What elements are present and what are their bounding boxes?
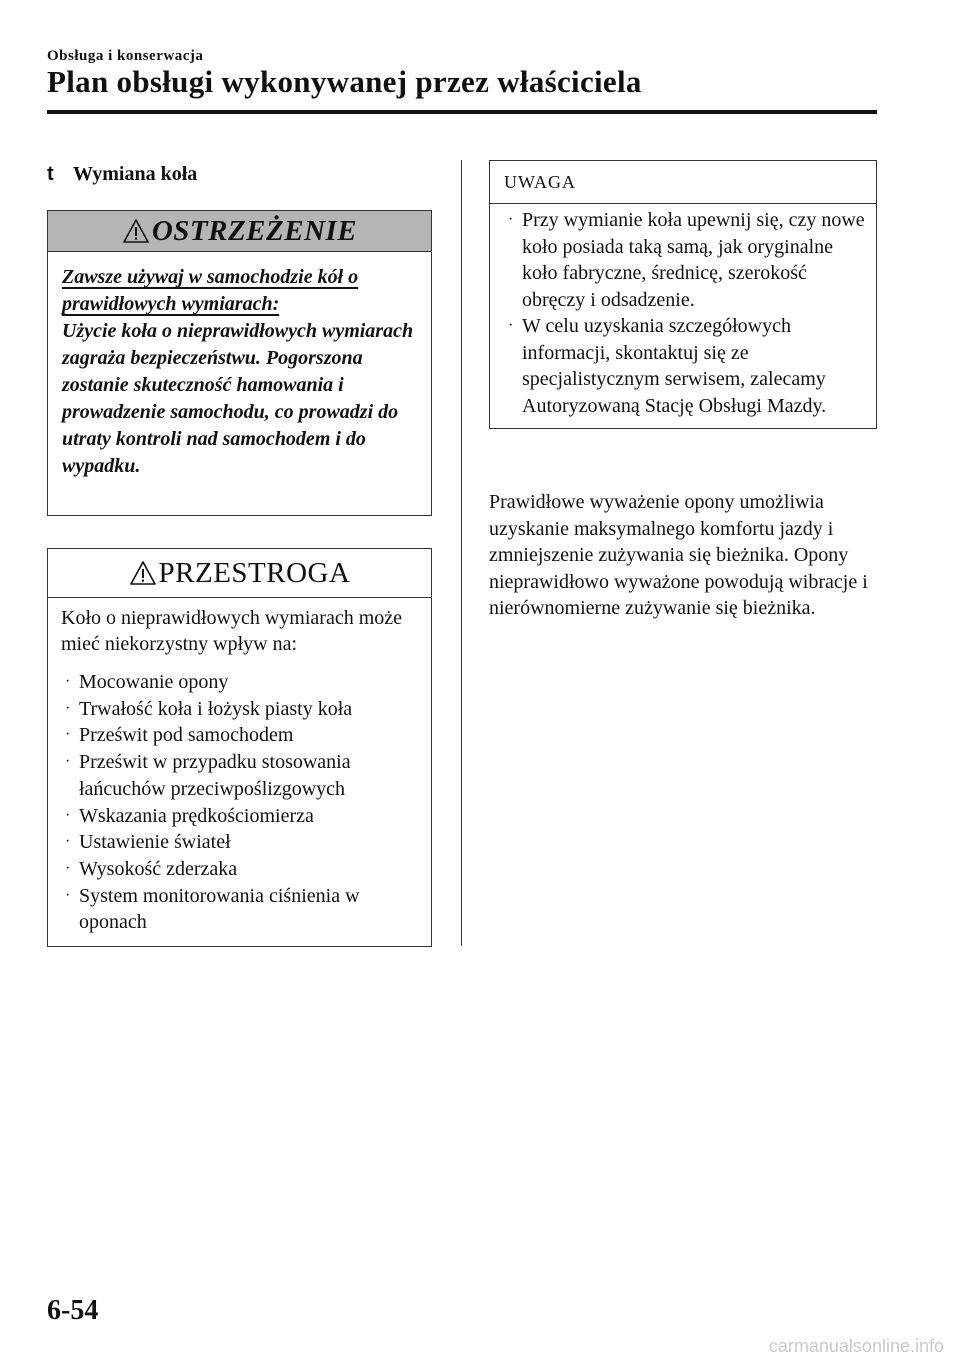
- page-title: Plan obsługi wykonywanej przez właściciela: [47, 64, 642, 99]
- warning-body: Użycie koła o nieprawidłowych wymiarach zagraża bezpieczeństwu. Pogorszona zostanie skuteczność hamowania i prowadzenie samochodu, co prowadzi do utraty kontroli nad samochodem i do wypadku.: [62, 320, 414, 477]
- list-item: · Mocowanie opony: [65, 671, 229, 693]
- bullet-dot: ·: [65, 886, 71, 904]
- bullet-dot: ·: [508, 317, 514, 334]
- list-item: · Trwałość koła i łożysk piasty koła: [65, 697, 353, 720]
- caution-box: [47, 548, 432, 947]
- note-list: [504, 207, 872, 419]
- list-item: · Wysokość zderzaka: [65, 857, 238, 880]
- caution-box-title: PRZESTROGA: [158, 556, 351, 589]
- bullet-dot: ·: [65, 699, 71, 717]
- warning-box-header: [48, 211, 431, 252]
- bullet-dot: ·: [65, 753, 71, 771]
- bullet-dot: ·: [65, 859, 71, 877]
- bullet-dot: ·: [65, 726, 71, 744]
- section-heading-text: Wymiana koła: [73, 163, 198, 185]
- warning-triangle-icon: [122, 218, 150, 244]
- list-item: · Wskazania prędkościomierza: [65, 804, 314, 827]
- bullet-dot: ·: [65, 673, 71, 690]
- warning-box: [47, 210, 432, 516]
- warning-triangle-icon: [129, 560, 157, 586]
- watermark: carmanualsonline.info: [768, 1336, 944, 1356]
- bullet-dot: ·: [65, 806, 71, 824]
- list-item: · Przy wymianie koła upewnij się, czy nowe koło posiada taką samą, jak oryginalne koło fabryczne, średnicę, szerokość obręczy i odsadzenie.: [508, 209, 865, 311]
- column-divider: [461, 160, 462, 946]
- section-label: Obsługa i konserwacja: [47, 48, 204, 64]
- bullet-dot: ·: [65, 833, 71, 851]
- page-number: 6-54: [47, 1295, 99, 1326]
- note-box: [489, 160, 877, 429]
- caution-intro: Koło o nieprawidłowych wymiarach może mieć niekorzystny wpływ na:: [61, 607, 403, 655]
- section-marker: t: [47, 163, 54, 185]
- section-heading: [47, 163, 197, 186]
- note-box-header: UWAGA: [490, 161, 876, 204]
- caution-box-header: [48, 549, 431, 598]
- list-item: · W celu uzyskania szczegółowych informacji, skontaktuj się ze specjalistycznym serwisem, zalecamy Autoryzowaną Stację Obsługi Mazdy.: [508, 315, 827, 417]
- list-item: · System monitorowania ciśnienia w oponach: [65, 884, 360, 934]
- list-item: · Ustawienie świateł: [65, 831, 231, 854]
- bullet-dot: ·: [508, 211, 514, 228]
- caution-list: [61, 669, 421, 936]
- balance-paragraph: Prawidłowe wyważenie opony umożliwia uzyskanie maksymalnego komfortu jazdy i zmniejszenie zużywania się bieżnika. Opony nieprawidłowo wyważone powodują wibracje i nierównomierne zużywanie się bieżnika.: [489, 491, 868, 619]
- list-item: · Prześwit w przypadku stosowania łańcuchów przeciwpoślizgowych: [65, 751, 351, 800]
- warning-lead: Zawsze używaj w samochodzie kół o prawidłowych wymiarach:: [62, 266, 359, 315]
- warning-box-title: OSTRZEŻENIE: [151, 214, 358, 247]
- header-rule: [47, 110, 877, 114]
- list-item: · Prześwit pod samochodem: [65, 724, 294, 747]
